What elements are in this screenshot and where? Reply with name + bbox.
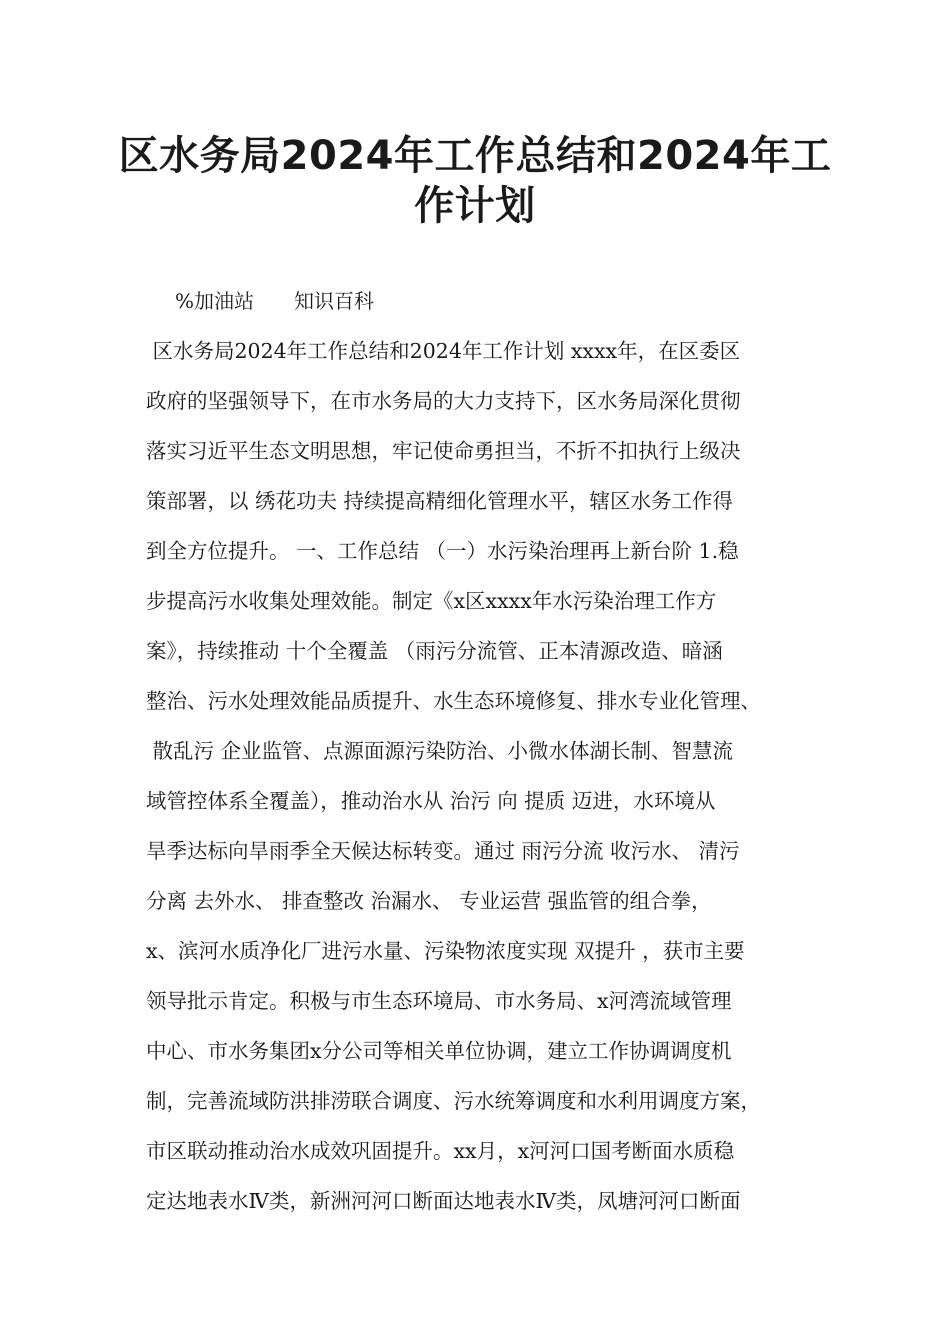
body-line: 政府的坚强领导下，在市水务局的大力支持下，区水务局深化贯彻 bbox=[146, 389, 741, 413]
body-line: 分离 去外水、 排查整改 治漏水、 专业运营 强监管的组合拳， bbox=[146, 889, 712, 913]
body-line: 散乱污 企业监管、点源面源污染防治、小微水体湖长制、智慧流 bbox=[146, 739, 734, 763]
body-line: 域管控体系全覆盖），推动治水从 治污 向 提质 迈进，水环境从 bbox=[146, 789, 716, 813]
body-line: 市区联动推动治水成效巩固提升。xx月，x河河口国考断面水质稳 bbox=[146, 1139, 735, 1163]
body-line: 领导批示肯定。积极与市生态环境局、市水务局、x河湾流域管理 bbox=[146, 989, 732, 1013]
source-meta: %加油站 知识百科 bbox=[175, 289, 375, 313]
body-line: 步提高污水收集处理效能。制定《x区xxxx年水污染治理工作方 bbox=[146, 589, 717, 613]
body-line: 旱季达标向旱雨季全天候达标转变。通过 雨污分流 收污水、 清污 bbox=[146, 839, 740, 863]
body-line: x、滨河水质净化厂进污水量、污染物浓度实现 双提升 ，获市主要 bbox=[146, 939, 745, 963]
body-line: 落实习近平生态文明思想，牢记使命勇担当，不折不扣执行上级决 bbox=[146, 439, 741, 463]
body-line: 策部署，以 绣花功夫 持续提高精细化管理水平，辖区水务工作得 bbox=[146, 489, 734, 513]
body-line: 到全方位提升。 一、工作总结 （一）水污染治理再上新台阶 1.稳 bbox=[146, 539, 739, 563]
body-line: 制，完善流域防洪排涝联合调度、污水统筹调度和水利用调度方案， bbox=[146, 1089, 761, 1113]
body-line: 整治、污水处理效能品质提升、水生态环境修复、排水专业化管理、 bbox=[146, 689, 761, 713]
body-line: 中心、市水务集团x分公司等相关单位协调，建立工作协调调度机 bbox=[146, 1039, 732, 1063]
document-title-line-2: 作计划 bbox=[414, 183, 536, 229]
body-line: 案》，持续推动 十个全覆盖 （雨污分流管、正本清源改造、暗涵 bbox=[146, 639, 723, 663]
body-line: 定达地表水Ⅳ类，新洲河河口断面达地表水Ⅳ类，凤塘河河口断面 bbox=[146, 1189, 741, 1213]
document-title-line-1: 区水务局2024年工作总结和2024年工 bbox=[118, 133, 832, 179]
body-line: 区水务局2024年工作总结和2024年工作计划 xxxx年，在区委区 bbox=[146, 339, 741, 363]
